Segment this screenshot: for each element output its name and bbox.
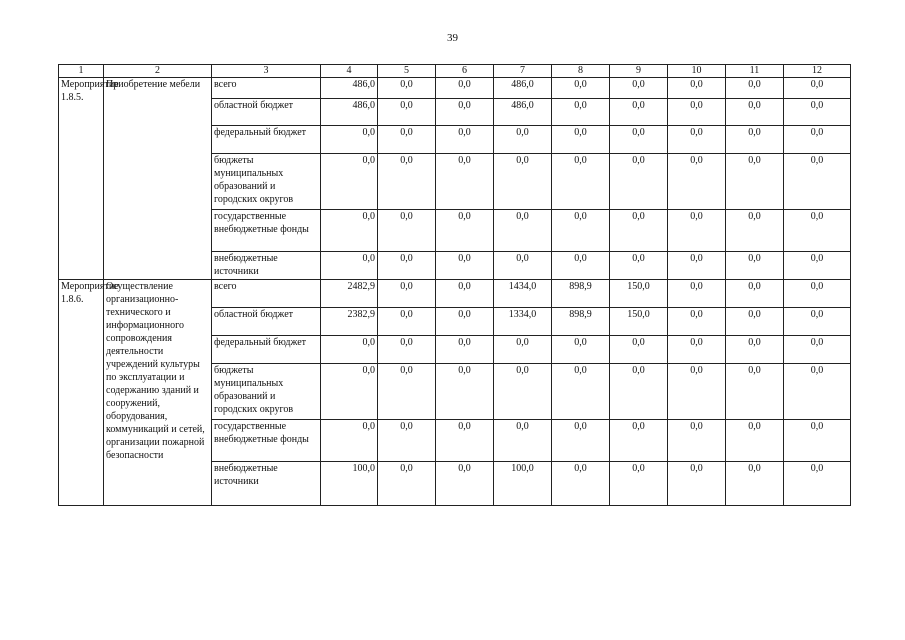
page-number: 39 bbox=[447, 32, 458, 44]
amount-cell: 150,0 bbox=[610, 308, 668, 336]
amount-cell: 0,0 bbox=[494, 154, 552, 210]
amount-cell: 0,0 bbox=[378, 420, 436, 462]
amount-cell: 0,0 bbox=[610, 364, 668, 420]
amount-cell: 0,0 bbox=[726, 462, 784, 506]
amount-cell: 0,0 bbox=[726, 336, 784, 364]
amount-cell: 0,0 bbox=[378, 462, 436, 506]
amount-cell: 1434,0 bbox=[494, 280, 552, 308]
amount-cell: 0,0 bbox=[378, 126, 436, 154]
amount-cell: 0,0 bbox=[610, 154, 668, 210]
column-header: 12 bbox=[784, 65, 851, 78]
amount-cell: 0,0 bbox=[784, 420, 851, 462]
event-title: Приобретение мебели bbox=[104, 78, 212, 280]
amount-cell: 0,0 bbox=[552, 210, 610, 252]
column-header: 1 bbox=[59, 65, 104, 78]
amount-cell: 0,0 bbox=[494, 252, 552, 280]
amount-cell: 0,0 bbox=[494, 336, 552, 364]
amount-cell: 0,0 bbox=[784, 210, 851, 252]
amount-cell: 0,0 bbox=[668, 308, 726, 336]
amount-cell: 0,0 bbox=[321, 126, 378, 154]
amount-cell: 0,0 bbox=[668, 420, 726, 462]
amount-cell: 0,0 bbox=[436, 462, 494, 506]
column-header: 4 bbox=[321, 65, 378, 78]
event-title: Осуществление организационно-технического и информационного сопровождения деятельности учреждений культуры по эксплуатации и содержанию зданий и сооружений, оборудования, коммуникаций и сетей, организации пожарной безопасности bbox=[104, 280, 212, 506]
amount-cell: 0,0 bbox=[378, 210, 436, 252]
amount-cell: 0,0 bbox=[668, 462, 726, 506]
amount-cell: 0,0 bbox=[436, 78, 494, 99]
amount-cell: 0,0 bbox=[784, 336, 851, 364]
amount-cell: 0,0 bbox=[436, 126, 494, 154]
amount-cell: 0,0 bbox=[494, 126, 552, 154]
amount-cell: 0,0 bbox=[436, 364, 494, 420]
funding-source: областной бюджет bbox=[212, 308, 321, 336]
funding-source: бюджеты муниципальных образований и городских округов bbox=[212, 364, 321, 420]
amount-cell: 0,0 bbox=[321, 336, 378, 364]
column-header: 8 bbox=[552, 65, 610, 78]
amount-cell: 0,0 bbox=[784, 364, 851, 420]
amount-cell: 0,0 bbox=[610, 420, 668, 462]
amount-cell: 0,0 bbox=[378, 78, 436, 99]
amount-cell: 0,0 bbox=[668, 364, 726, 420]
amount-cell: 0,0 bbox=[552, 154, 610, 210]
amount-cell: 0,0 bbox=[552, 126, 610, 154]
column-header: 3 bbox=[212, 65, 321, 78]
amount-cell: 0,0 bbox=[726, 78, 784, 99]
amount-cell: 0,0 bbox=[726, 420, 784, 462]
amount-cell: 0,0 bbox=[610, 210, 668, 252]
column-header: 9 bbox=[610, 65, 668, 78]
column-number-row bbox=[59, 65, 851, 78]
amount-cell: 0,0 bbox=[784, 99, 851, 126]
amount-cell: 0,0 bbox=[378, 280, 436, 308]
funding-source: всего bbox=[212, 280, 321, 308]
amount-cell: 0,0 bbox=[378, 336, 436, 364]
amount-cell: 0,0 bbox=[321, 154, 378, 210]
amount-cell: 0,0 bbox=[552, 462, 610, 506]
funding-source: государственные внебюджетные фонды bbox=[212, 420, 321, 462]
amount-cell: 0,0 bbox=[726, 252, 784, 280]
amount-cell: 0,0 bbox=[610, 78, 668, 99]
column-header: 2 bbox=[104, 65, 212, 78]
amount-cell: 0,0 bbox=[494, 420, 552, 462]
amount-cell: 898,9 bbox=[552, 308, 610, 336]
amount-cell: 0,0 bbox=[321, 252, 378, 280]
event-code: Мероприятие 1.8.6. bbox=[59, 280, 104, 506]
amount-cell: 0,0 bbox=[784, 154, 851, 210]
amount-cell: 2482,9 bbox=[321, 280, 378, 308]
column-header: 6 bbox=[436, 65, 494, 78]
amount-cell: 1334,0 bbox=[494, 308, 552, 336]
amount-cell: 0,0 bbox=[784, 280, 851, 308]
amount-cell: 0,0 bbox=[784, 126, 851, 154]
amount-cell: 0,0 bbox=[436, 280, 494, 308]
amount-cell: 0,0 bbox=[726, 154, 784, 210]
amount-cell: 0,0 bbox=[552, 420, 610, 462]
amount-cell: 0,0 bbox=[552, 252, 610, 280]
funding-source: федеральный бюджет bbox=[212, 336, 321, 364]
column-header: 11 bbox=[726, 65, 784, 78]
amount-cell: 0,0 bbox=[436, 99, 494, 126]
amount-cell: 0,0 bbox=[552, 336, 610, 364]
amount-cell: 0,0 bbox=[436, 252, 494, 280]
amount-cell: 0,0 bbox=[378, 154, 436, 210]
amount-cell: 0,0 bbox=[610, 99, 668, 126]
amount-cell: 0,0 bbox=[610, 252, 668, 280]
amount-cell: 0,0 bbox=[436, 336, 494, 364]
amount-cell: 0,0 bbox=[668, 336, 726, 364]
amount-cell: 486,0 bbox=[494, 78, 552, 99]
amount-cell: 486,0 bbox=[321, 99, 378, 126]
amount-cell: 0,0 bbox=[784, 308, 851, 336]
amount-cell: 0,0 bbox=[726, 308, 784, 336]
amount-cell: 0,0 bbox=[378, 252, 436, 280]
amount-cell: 0,0 bbox=[726, 364, 784, 420]
funding-source: федеральный бюджет bbox=[212, 126, 321, 154]
amount-cell: 2382,9 bbox=[321, 308, 378, 336]
amount-cell: 0,0 bbox=[552, 99, 610, 126]
amount-cell: 0,0 bbox=[378, 364, 436, 420]
funding-source: государственные внебюджетные фонды bbox=[212, 210, 321, 252]
amount-cell: 0,0 bbox=[610, 462, 668, 506]
amount-cell: 0,0 bbox=[610, 336, 668, 364]
budget-table bbox=[58, 64, 851, 506]
column-header: 10 bbox=[668, 65, 726, 78]
amount-cell: 0,0 bbox=[494, 364, 552, 420]
amount-cell: 0,0 bbox=[494, 210, 552, 252]
amount-cell: 0,0 bbox=[726, 126, 784, 154]
amount-cell: 0,0 bbox=[668, 154, 726, 210]
funding-source: внебюджетные источники bbox=[212, 462, 321, 506]
amount-cell: 0,0 bbox=[552, 78, 610, 99]
amount-cell: 0,0 bbox=[321, 420, 378, 462]
amount-cell: 0,0 bbox=[726, 280, 784, 308]
amount-cell: 0,0 bbox=[668, 99, 726, 126]
amount-cell: 100,0 bbox=[321, 462, 378, 506]
table-row bbox=[59, 280, 851, 308]
amount-cell: 0,0 bbox=[610, 126, 668, 154]
amount-cell: 0,0 bbox=[378, 308, 436, 336]
funding-source: областной бюджет bbox=[212, 99, 321, 126]
amount-cell: 0,0 bbox=[784, 462, 851, 506]
amount-cell: 0,0 bbox=[321, 210, 378, 252]
amount-cell: 486,0 bbox=[494, 99, 552, 126]
amount-cell: 0,0 bbox=[784, 252, 851, 280]
amount-cell: 0,0 bbox=[552, 364, 610, 420]
amount-cell: 0,0 bbox=[436, 210, 494, 252]
amount-cell: 0,0 bbox=[668, 210, 726, 252]
column-header: 7 bbox=[494, 65, 552, 78]
amount-cell: 0,0 bbox=[726, 210, 784, 252]
table-row bbox=[59, 78, 851, 99]
amount-cell: 0,0 bbox=[784, 78, 851, 99]
amount-cell: 150,0 bbox=[610, 280, 668, 308]
amount-cell: 0,0 bbox=[436, 154, 494, 210]
amount-cell: 0,0 bbox=[321, 364, 378, 420]
column-header: 5 bbox=[378, 65, 436, 78]
amount-cell: 0,0 bbox=[668, 280, 726, 308]
event-code: Мероприятие 1.8.5. bbox=[59, 78, 104, 280]
amount-cell: 0,0 bbox=[668, 252, 726, 280]
funding-source: бюджеты муниципальных образований и городских округов bbox=[212, 154, 321, 210]
funding-source: внебюджетные источники bbox=[212, 252, 321, 280]
amount-cell: 0,0 bbox=[436, 308, 494, 336]
amount-cell: 0,0 bbox=[668, 126, 726, 154]
amount-cell: 0,0 bbox=[378, 99, 436, 126]
amount-cell: 898,9 bbox=[552, 280, 610, 308]
funding-source: всего bbox=[212, 78, 321, 99]
amount-cell: 0,0 bbox=[436, 420, 494, 462]
amount-cell: 100,0 bbox=[494, 462, 552, 506]
amount-cell: 0,0 bbox=[726, 99, 784, 126]
amount-cell: 0,0 bbox=[668, 78, 726, 99]
amount-cell: 486,0 bbox=[321, 78, 378, 99]
